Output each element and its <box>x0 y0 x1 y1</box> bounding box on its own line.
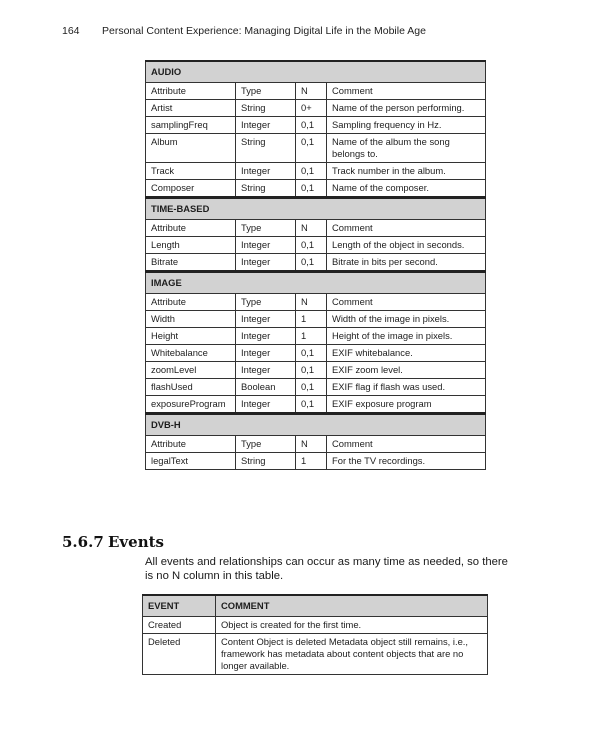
section-title: Events <box>108 533 164 551</box>
n-cell: 0,1 <box>296 237 327 254</box>
comment-cell: For the TV recordings. <box>327 453 486 470</box>
comment-cell: Content Object is deleted Metadata object still remains, i.e., framework has metadata about content objects that are no longer available. <box>216 634 488 675</box>
events-table <box>142 594 488 675</box>
section-number: 5.6.7 <box>62 533 104 551</box>
type-cell: String <box>236 180 296 198</box>
n-cell: 1 <box>296 311 327 328</box>
column-header-cell: Attribute <box>146 436 236 453</box>
column-header-row <box>146 294 486 311</box>
n-cell: 0,1 <box>296 134 327 163</box>
table-row <box>143 617 488 634</box>
column-header-row <box>146 436 486 453</box>
section-title-cell: TIME-BASED <box>146 198 486 220</box>
section-header-row <box>146 198 486 220</box>
n-cell: 0,1 <box>296 396 327 414</box>
column-header-cell: Comment <box>327 294 486 311</box>
attribute-cell: Artist <box>146 100 236 117</box>
section-title-cell: DVB-H <box>146 414 486 436</box>
table-row <box>146 163 486 180</box>
table-row <box>146 396 486 414</box>
section-header-row <box>146 272 486 294</box>
event-cell: Created <box>143 617 216 634</box>
events-table-header <box>143 595 488 617</box>
attribute-cell: Bitrate <box>146 254 236 272</box>
column-header-cell: N <box>296 83 327 100</box>
section-header-row <box>146 414 486 436</box>
attribute-cell: zoomLevel <box>146 362 236 379</box>
section-header-row <box>146 61 486 83</box>
type-cell: Integer <box>236 345 296 362</box>
section-heading <box>62 533 164 551</box>
running-header <box>62 25 560 37</box>
type-cell: Integer <box>236 311 296 328</box>
comment-cell: EXIF whitebalance. <box>327 345 486 362</box>
n-cell: 1 <box>296 453 327 470</box>
type-cell: Integer <box>236 163 296 180</box>
attribute-cell: legalText <box>146 453 236 470</box>
column-header-row <box>146 220 486 237</box>
column-header-cell: Comment <box>327 83 486 100</box>
n-cell: 1 <box>296 328 327 345</box>
metadata-attributes-table <box>145 60 486 470</box>
type-cell: String <box>236 100 296 117</box>
comment-cell: Name of the person performing. <box>327 100 486 117</box>
n-cell: 0+ <box>296 100 327 117</box>
table-row <box>146 311 486 328</box>
column-header-cell: Type <box>236 83 296 100</box>
table-row <box>146 100 486 117</box>
attribute-cell: samplingFreq <box>146 117 236 134</box>
comment-cell: Bitrate in bits per second. <box>327 254 486 272</box>
table-row <box>146 379 486 396</box>
type-cell: Integer <box>236 254 296 272</box>
table-row <box>146 362 486 379</box>
attribute-cell: Track <box>146 163 236 180</box>
type-cell: Integer <box>236 396 296 414</box>
type-cell: Integer <box>236 362 296 379</box>
column-header-cell: Comment <box>327 220 486 237</box>
column-header-cell: Attribute <box>146 220 236 237</box>
table-row <box>146 328 486 345</box>
attribute-cell: Album <box>146 134 236 163</box>
column-header-cell: Type <box>236 294 296 311</box>
table-row <box>146 134 486 163</box>
column-header-cell: Attribute <box>146 83 236 100</box>
table-row <box>146 117 486 134</box>
comment-cell: EXIF zoom level. <box>327 362 486 379</box>
n-cell: 0,1 <box>296 254 327 272</box>
header-cell-comment: COMMENT <box>216 595 488 617</box>
section-title-cell: AUDIO <box>146 61 486 83</box>
attribute-cell: Composer <box>146 180 236 198</box>
column-header-cell: N <box>296 294 327 311</box>
comment-cell: Length of the object in seconds. <box>327 237 486 254</box>
n-cell: 0,1 <box>296 180 327 198</box>
type-cell: Integer <box>236 328 296 345</box>
n-cell: 0,1 <box>296 163 327 180</box>
section-title-cell: IMAGE <box>146 272 486 294</box>
n-cell: 0,1 <box>296 117 327 134</box>
column-header-cell: Type <box>236 220 296 237</box>
n-cell: 0,1 <box>296 362 327 379</box>
type-cell: String <box>236 453 296 470</box>
type-cell: Integer <box>236 117 296 134</box>
comment-cell: Width of the image in pixels. <box>327 311 486 328</box>
running-title: Personal Content Experience: Managing Digital Life in the Mobile Age <box>102 25 426 37</box>
comment-cell: EXIF exposure program <box>327 396 486 414</box>
page-number: 164 <box>62 25 80 37</box>
attribute-cell: exposureProgram <box>146 396 236 414</box>
n-cell: 0,1 <box>296 379 327 396</box>
attribute-cell: Length <box>146 237 236 254</box>
attribute-cell: flashUsed <box>146 379 236 396</box>
table-row <box>146 237 486 254</box>
header-cell-event: EVENT <box>143 595 216 617</box>
table-row <box>146 254 486 272</box>
section-paragraph: All events and relationships can occur as many time as needed, so there is no N column in this table. <box>145 556 508 582</box>
comment-cell: Height of the image in pixels. <box>327 328 486 345</box>
table-row <box>146 345 486 362</box>
attribute-cell: Whitebalance <box>146 345 236 362</box>
column-header-row <box>146 83 486 100</box>
table-row <box>146 180 486 198</box>
comment-cell: Track number in the album. <box>327 163 486 180</box>
column-header-cell: Type <box>236 436 296 453</box>
comment-cell: Object is created for the first time. <box>216 617 488 634</box>
type-cell: Integer <box>236 237 296 254</box>
column-header-cell: Comment <box>327 436 486 453</box>
attribute-cell: Width <box>146 311 236 328</box>
comment-cell: EXIF flag if flash was used. <box>327 379 486 396</box>
comment-cell: Sampling frequency in Hz. <box>327 117 486 134</box>
attribute-cell: Height <box>146 328 236 345</box>
type-cell: String <box>236 134 296 163</box>
column-header-cell: N <box>296 436 327 453</box>
column-header-cell: Attribute <box>146 294 236 311</box>
n-cell: 0,1 <box>296 345 327 362</box>
comment-cell: Name of the composer. <box>327 180 486 198</box>
column-header-cell: N <box>296 220 327 237</box>
table-row <box>146 453 486 470</box>
table-row <box>143 634 488 675</box>
type-cell: Boolean <box>236 379 296 396</box>
comment-cell: Name of the album the song belongs to. <box>327 134 486 163</box>
event-cell: Deleted <box>143 634 216 675</box>
